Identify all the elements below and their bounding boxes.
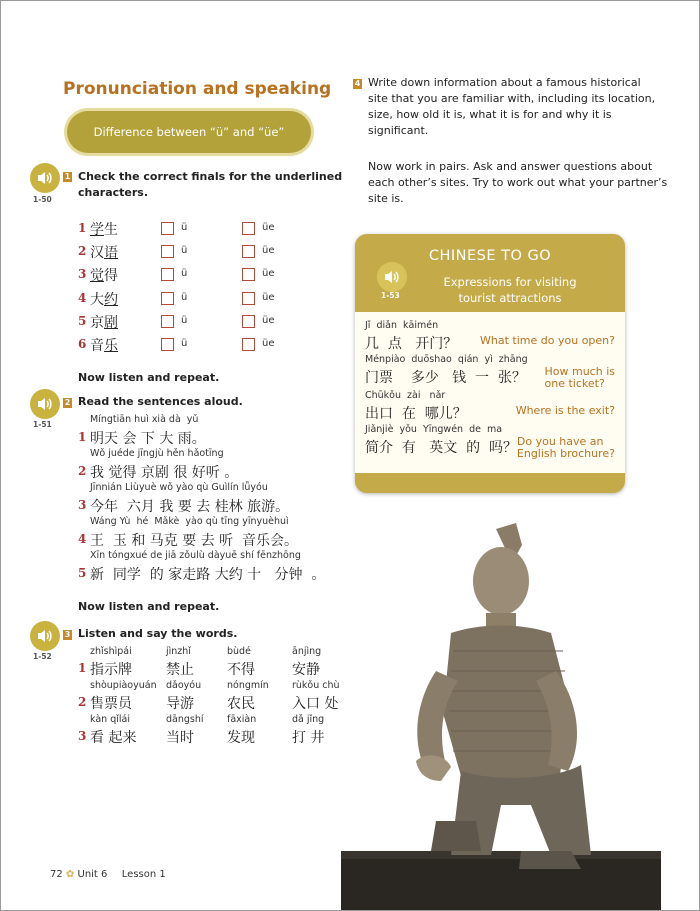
- phrase-english: [516, 405, 615, 417]
- row-number: 5: [78, 313, 87, 328]
- word-pinyin: kàn qǐlái: [90, 714, 130, 725]
- page-number: 72: [50, 869, 63, 880]
- character: 京: [90, 314, 104, 331]
- word-hanzi: 看 起来: [90, 730, 137, 746]
- character: 音: [90, 338, 104, 354]
- row-number: 2: [78, 464, 87, 478]
- word-pinyin: fāxiàn: [227, 714, 257, 725]
- phrase-english-line: How much is: [544, 365, 615, 378]
- page-footer: [50, 869, 166, 880]
- audio-speaker-icon[interactable]: [377, 262, 407, 292]
- word: [90, 265, 118, 285]
- row-number: 2: [78, 244, 87, 259]
- row-number: 6: [78, 337, 87, 351]
- chinese-to-go-subtitle: Expressions for visiting tourist attractions: [443, 275, 577, 305]
- word-pinyin: rùkǒu chù: [292, 680, 340, 691]
- option-label: üe: [262, 314, 275, 326]
- word-hanzi: 导游: [166, 696, 194, 712]
- sentence-hanzi: 王 玉 和 马克 要 去 听 音乐会。: [90, 533, 299, 549]
- audio-track-number: 1-53: [381, 291, 400, 300]
- word-pinyin: nóngmín: [227, 680, 269, 691]
- row-number: 1: [78, 430, 87, 444]
- phrase-list: [355, 312, 625, 473]
- audio-track-number: 1-52: [33, 652, 52, 661]
- listen-repeat-note: Now listen and repeat.: [78, 600, 220, 613]
- checkbox-ue[interactable]: [242, 338, 255, 351]
- option-label: üe: [262, 268, 275, 280]
- word-hanzi: 打 井: [292, 730, 325, 746]
- phrase-pinyin: Jiǎnjiè yǒu Yīngwén de ma: [365, 424, 503, 435]
- phrase-pinyin: Chūkǒu zài nǎr: [365, 390, 446, 401]
- underlined-character: 学: [90, 222, 104, 238]
- row-number: 3: [78, 729, 87, 743]
- option-label: ü: [181, 222, 188, 233]
- checkbox-ue[interactable]: [242, 245, 255, 258]
- phrase-hanzi: 几 点 开门？: [365, 336, 458, 352]
- audio-speaker-icon[interactable]: [30, 389, 60, 419]
- section-title: Pronunciation and speaking: [63, 79, 332, 99]
- row-number: 2: [78, 695, 87, 709]
- underlined-character: 语: [104, 245, 118, 262]
- phrase-hanzi: 简介 有 英文 的 吗？: [365, 440, 518, 456]
- word-pinyin: zhǐshìpái: [90, 646, 132, 657]
- sentence-hanzi: 明天 会 下 大 雨。: [90, 431, 206, 447]
- phrase-english: [545, 366, 616, 390]
- checkbox-ue[interactable]: [242, 292, 255, 305]
- word-hanzi: 售票员: [90, 696, 132, 712]
- option-label: ü: [181, 268, 188, 280]
- audio-track-number: 1-50: [33, 195, 52, 204]
- phrase-hanzi: 出口 在 哪儿？: [365, 406, 467, 422]
- chinese-to-go-title: CHINESE TO GO: [428, 248, 552, 264]
- listen-repeat-note: Now listen and repeat.: [78, 371, 220, 384]
- checkbox-u[interactable]: [161, 245, 174, 258]
- pair-work-text: Now work in pairs. Ask and answer questions about each other’s sites. Try to work out what your partner’s site is.: [368, 160, 668, 205]
- exercise-instruction: Check the correct finals for the underlined characters.: [78, 170, 343, 199]
- checkbox-u[interactable]: [161, 315, 174, 328]
- underlined-character: 约: [104, 291, 118, 308]
- word-pinyin: bùdé: [227, 646, 251, 657]
- underlined-character: 觉: [90, 268, 104, 285]
- phrase-english: [517, 436, 615, 460]
- phrase-english-line: English brochure?: [516, 447, 615, 460]
- word-hanzi: 安静: [292, 662, 320, 678]
- exercise-number: 3: [64, 630, 71, 639]
- word-pinyin: jìnzhǐ: [166, 646, 191, 657]
- phrase-hanzi: 门票 多少 钱 一 张？: [365, 370, 526, 386]
- row-number: 1: [78, 661, 87, 675]
- audio-speaker-icon[interactable]: [30, 163, 60, 193]
- row-number: 3: [78, 267, 87, 282]
- pinyin-line: Míngtiān huì xià dà yǔ: [90, 414, 199, 425]
- word-hanzi: 农民: [227, 696, 255, 712]
- word-hanzi: 指示牌: [90, 662, 132, 678]
- character: 大: [90, 291, 104, 308]
- phrase-english-line: What time do you open?: [480, 334, 615, 347]
- footer-unit: Unit 6: [77, 869, 108, 880]
- sentence-hanzi: 我 觉得 京剧 很 好听 。: [90, 465, 239, 481]
- row-number: 5: [78, 566, 87, 580]
- checkbox-ue[interactable]: [242, 268, 255, 281]
- word-pinyin: dǎ jǐng: [292, 714, 325, 725]
- checkbox-u[interactable]: [161, 292, 174, 305]
- audio-track-number: 1-51: [33, 420, 52, 429]
- option-label: üe: [262, 338, 275, 349]
- topic-pill-label: Difference between “ü” and “üe”: [93, 125, 285, 139]
- exercise-instruction: Read the sentences aloud.: [78, 395, 243, 408]
- character: 汉: [90, 245, 104, 262]
- word-hanzi: 禁止: [166, 662, 194, 678]
- phrase-pinyin: Ménpiào duōshao qián yì zhāng: [365, 354, 528, 365]
- option-label: ü: [181, 338, 188, 349]
- sentence-hanzi: 今年 六月 我 要 去 桂林 旅游。: [90, 499, 290, 515]
- pinyin-line: Jīnnián Liùyuè wǒ yào qù Guìlín lǚyóu: [90, 482, 268, 493]
- checkbox-u[interactable]: [161, 338, 174, 351]
- exercise-number: 1: [64, 172, 71, 181]
- word: [90, 242, 118, 262]
- word: [90, 312, 118, 332]
- audio-speaker-icon[interactable]: [30, 621, 60, 651]
- word-pinyin: dāngshí: [166, 714, 204, 725]
- footer-lesson: Lesson 1: [121, 869, 166, 880]
- row-number: 3: [78, 498, 87, 512]
- word-pinyin: shòupiàoyuán: [90, 680, 157, 691]
- underlined-character: 乐: [104, 338, 118, 354]
- footer-flower-icon: ✿: [65, 869, 75, 880]
- option-label: üe: [262, 291, 275, 303]
- checkbox-u[interactable]: [161, 268, 174, 281]
- underlined-character: 剧: [104, 314, 118, 331]
- word-hanzi: 入口 处: [292, 696, 339, 712]
- pinyin-line: Xīn tóngxué de jiā zǒulù dàyuē shí fēnzhōng: [90, 550, 301, 561]
- option-label: üe: [262, 245, 275, 257]
- phrase-english: [480, 335, 615, 347]
- phrase-pinyin: Jǐ diǎn kāimén: [365, 320, 439, 331]
- word-hanzi: 当时: [166, 730, 194, 746]
- checkbox-ue[interactable]: [242, 222, 255, 235]
- option-label: üe: [262, 222, 275, 233]
- exercise-4-text: Write down information about a famous historical site that you are familiar with, including its location, size, how old it is, what it is for and why it is significant.: [368, 76, 656, 137]
- row-number: 4: [78, 532, 87, 546]
- exercise-number: 2: [64, 398, 71, 407]
- terracotta-warrior-image: [341, 521, 661, 910]
- pinyin-line: Wáng Yù hé Mǎkè yào qù tīng yīnyuèhuì: [90, 516, 289, 527]
- topic-pill: [67, 111, 311, 153]
- exercise-instruction: Listen and say the words.: [78, 627, 238, 640]
- row-number: 4: [78, 290, 87, 305]
- row-number: 1: [78, 221, 87, 235]
- phrase-english-line: Do you have an: [516, 435, 604, 448]
- word-pinyin: ānjìng: [292, 646, 322, 657]
- word-pinyin: dǎoyóu: [166, 680, 202, 691]
- exercise-number: 4: [354, 79, 361, 88]
- checkbox-ue[interactable]: [242, 315, 255, 328]
- character: 得: [104, 268, 118, 285]
- option-label: ü: [181, 291, 188, 303]
- word: [90, 335, 118, 355]
- option-label: ü: [181, 314, 188, 326]
- word-hanzi: 不得: [227, 662, 255, 678]
- phrase-english-line: Where is the exit?: [515, 404, 615, 417]
- word: [90, 289, 118, 309]
- sentence-hanzi: 新 同学 的 家走路 大约 十 分钟 。: [90, 567, 326, 583]
- character: 生: [104, 222, 118, 238]
- checkbox-u[interactable]: [161, 222, 174, 235]
- pinyin-line: Wǒ juéde jīngjù hěn hǎotīng: [90, 448, 224, 459]
- option-label: ü: [181, 245, 188, 257]
- phrase-english-line: one ticket?: [544, 377, 605, 390]
- word: [90, 219, 118, 239]
- chinese-to-go-box: [355, 234, 625, 493]
- word-hanzi: 发现: [227, 730, 255, 746]
